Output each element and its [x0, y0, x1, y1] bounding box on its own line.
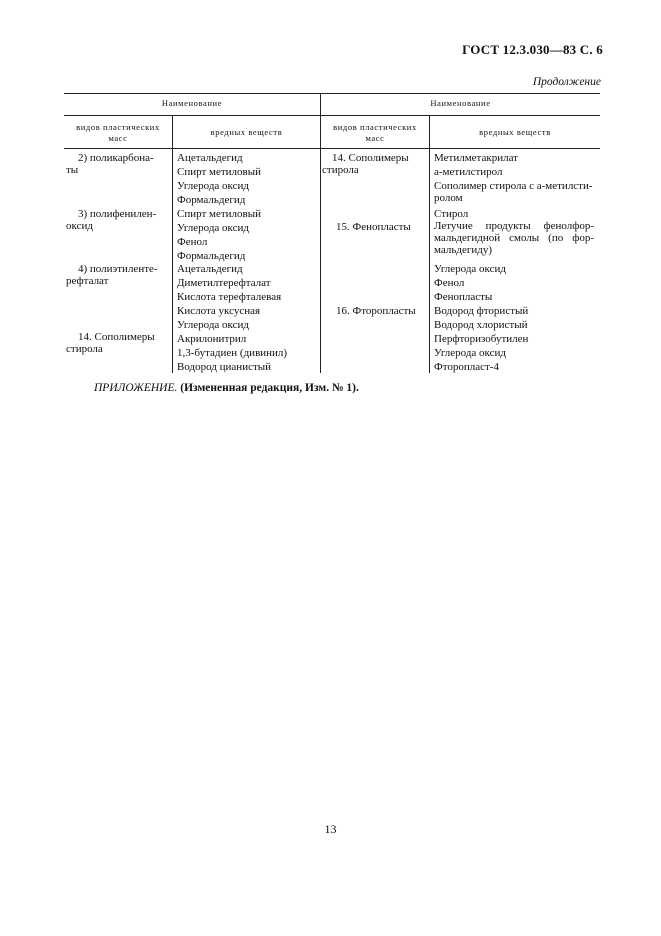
- substance-item: Кислота терефталевая: [177, 291, 282, 303]
- plastic-name: 16. Фторопласты: [336, 305, 416, 317]
- col-header-plastics-left: видов пластических масс: [76, 122, 160, 143]
- plastic-name-line: 2) поликарбона-: [78, 152, 154, 164]
- plastic-name-line: 4) полиэтиленте-: [78, 263, 158, 275]
- substance-item: Стирол: [434, 208, 469, 220]
- substance-item: Углерода оксид: [177, 319, 249, 331]
- group-header-left: Наименование: [161, 98, 223, 108]
- substance-item: Углерода оксид: [434, 263, 506, 275]
- col-divider-left: [172, 115, 173, 373]
- page-number: 13: [324, 822, 337, 836]
- substance-item: Водород цианистый: [177, 361, 272, 373]
- substance-item: Водород хлористый: [434, 319, 528, 331]
- plastic-name-line: 3) полифенилен-: [78, 208, 157, 220]
- substance-item: Формальдегид: [177, 194, 246, 206]
- substance-item: a-метилстирол: [434, 166, 503, 178]
- substance-item: Формальдегид: [177, 250, 246, 262]
- substance-item: Фенол: [177, 236, 208, 248]
- substance-item: Фторопласт-4: [434, 361, 499, 373]
- substance-item: Углерода оксид: [177, 180, 249, 192]
- plastic-name-line: стирола: [66, 343, 103, 355]
- substance-item: Диметилтерефталат: [177, 277, 271, 289]
- substance-item: ролом: [434, 192, 463, 204]
- substance-item: Летучие продукты фенолфор-мальдегидной смолы (по фор-мальдегиду): [434, 220, 594, 256]
- document-header: ГОСТ 12.3.030—83 С. 6: [462, 42, 603, 57]
- col-header-harmful-left: вредных веществ: [210, 127, 283, 137]
- substance-item: Кислота уксусная: [177, 305, 261, 317]
- plastic-name-line: рефталат: [66, 275, 109, 287]
- table-body-rule: [64, 148, 600, 149]
- col-header-plastics-right: видов пластических масс: [333, 122, 417, 143]
- substance-item: 1,3-бутадиен (дивинил): [177, 347, 288, 359]
- substance-item: Акрилонитрил: [177, 333, 247, 345]
- substance-item: Ацетальдегид: [177, 263, 243, 275]
- substance-item: Сополимер стирола с a-метилсти-: [434, 180, 593, 192]
- table-subheader-rule: [64, 115, 600, 116]
- substance-item: Фенопласты: [434, 291, 493, 303]
- substances-table: [64, 93, 600, 373]
- substance-item: Водород фтористый: [434, 305, 529, 317]
- substance-item: Спирт метиловый: [177, 208, 262, 220]
- substance-item: Углерода оксид: [177, 222, 249, 234]
- col-divider-middle: [320, 93, 321, 373]
- plastic-name: 15. Фенопласты: [336, 221, 411, 233]
- substance-item: Метилметакрилат: [434, 152, 518, 164]
- table-top-rule: [64, 93, 600, 94]
- col-divider-right: [429, 115, 430, 373]
- substance-item: Углерода оксид: [434, 347, 506, 359]
- plastic-name-line: стирола: [322, 164, 359, 176]
- group-header-right: Наименование: [430, 98, 491, 108]
- appendix-label: ПРИЛОЖЕНИЕ.: [94, 382, 178, 394]
- plastic-name-line: 14. Сополимеры: [332, 152, 409, 164]
- continuation-label: Продолжение: [532, 76, 601, 88]
- substance-item: Фенол: [434, 277, 465, 289]
- appendix-note: [94, 382, 359, 394]
- substance-item: Спирт метиловый: [177, 166, 262, 178]
- amendment-text: (Измененная редакция, Изм. № 1).: [180, 382, 359, 394]
- plastic-name-line: ты: [66, 164, 79, 176]
- col-header-harmful-right: вредных веществ: [479, 127, 551, 137]
- plastic-name-line: оксид: [66, 220, 93, 232]
- plastic-name-line: 14. Сополимеры: [78, 331, 155, 343]
- substance-item: Перфторизобутилен: [434, 333, 529, 345]
- substance-item: Ацетальдегид: [177, 152, 243, 164]
